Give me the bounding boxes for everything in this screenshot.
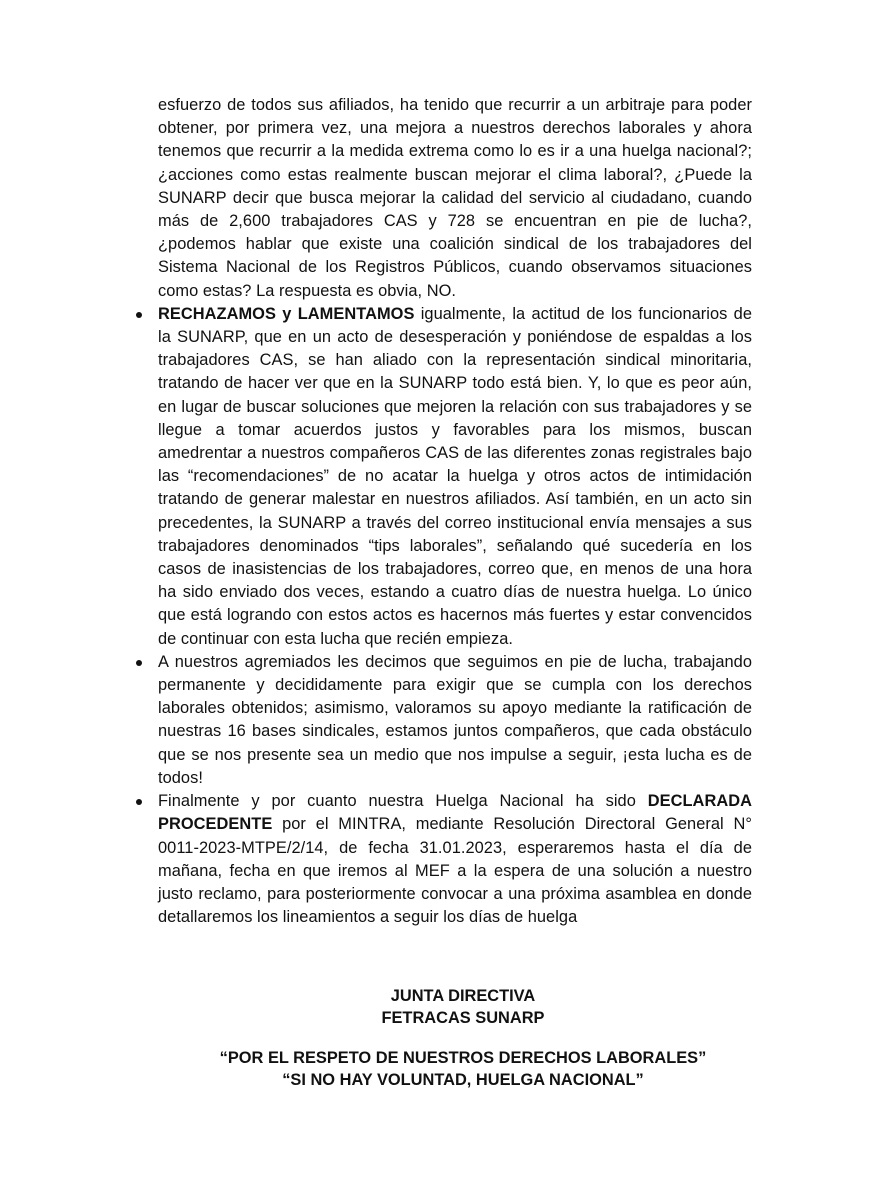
list-item	[158, 651, 752, 790]
paragraph-text: Finalmente y por cuanto nuestra Huelga Nacional ha sido	[158, 792, 648, 811]
paragraph-text: igualmente, la actitud de los funcionarios de la SUNARP, que en un acto de desesperación y poniéndose de espaldas a los trabajadores CAS, se han aliado con la representación sindical minoritaria, tratando de hacer ver que en la SUNARP todo está bien. Y, lo que es peor aún, en lugar de buscar soluciones que mejoren la relación con sus trabajadores y se llegue a tomar acuerdos justos y favorables para los mismos, buscan amedrentar a nuestros compañeros CAS de las diferentes zonas registrales bajo las “recomendaciones” de no acatar la huelga y otros actos de intimidación tratando de generar malestar en nuestros afiliados. Así también, en un acto sin precedentes, la SUNARP a través del correo institucional envía mensajes a sus trabajadores denominados “tips laborales”, señalando qué sucedería en los casos de inasistencias de los trabajadores, correo que, en menos de una hora ha sido enviado dos veces, estando a cuatro días de nuestra huelga. Lo único que está logrando con estos actos es hacernos más fuertes y estar convencidos de continuar con esta lucha que recién empieza.	[158, 304, 752, 648]
intro-paragraph: esfuerzo de todos sus afiliados, ha tenido que recurrir a un arbitraje para poder obtener, por primera vez, una mejora a nuestros derechos laborales y ahora tenemos que recurrir a la medida extrema como lo es ir a una huelga nacional?; ¿acciones como estas realmente buscan mejorar el clima laboral?, ¿Puede la SUNARP decir que busca mejorar la calidad del servicio al ciudadano, cuando más de 2,600 trabajadores CAS y 728 se encuentran en pie de lucha?, ¿podemos hablar que existe una coalición sindical de los trabajadores del Sistema Nacional de los Registros Públicos, cuando observamos situaciones como estas? La respuesta es obvia, NO.	[158, 96, 752, 300]
paragraph-text: por el MINTRA, mediante Resolución Directoral General N° 0011-2023-MTPE/2/14, de fecha 31.01.2023, esperaremos hasta el día de mañana, fecha en que iremos al MEF a la espera de una solución a nuestro justo reclamo, para posteriormente convocar a una próxima asamblea en donde detallaremos los lineamientos a seguir los días de huelga	[158, 815, 752, 927]
signature-block	[0, 985, 876, 1029]
bullet-icon	[136, 799, 142, 805]
bullet-list	[158, 303, 752, 929]
bold-text: RECHAZAMOS y LAMENTAMOS	[158, 304, 415, 323]
document-body	[158, 94, 752, 929]
slogan-block	[0, 1047, 876, 1091]
paragraph-text: A nuestros agremiados les decimos que seguimos en pie de lucha, trabajando permanente y decididamente para exigir que se cumpla con los derechos laborales obtenidos; asimismo, valoramos su apoyo mediante la ratificación de nuestras 16 bases sindicales, estamos juntos compañeros, que cada obstáculo que se nos presente sea un medio que nos impulse a seguir, ¡esta lucha es de todos!	[158, 652, 752, 787]
signature-line: JUNTA DIRECTIVA	[390, 987, 536, 1005]
signature-line: FETRACAS SUNARP	[381, 1009, 545, 1027]
bullet-icon	[136, 312, 142, 318]
slogan-line: “POR EL RESPETO DE NUESTROS DERECHOS LABORALES”	[219, 1049, 707, 1067]
list-item	[158, 303, 752, 651]
bullet-icon	[136, 660, 142, 666]
bold-text: DECLARADA PROCEDENTE	[158, 792, 752, 834]
slogan-line: “SI NO HAY VOLUNTAD, HUELGA NACIONAL”	[282, 1071, 644, 1089]
list-item	[158, 790, 752, 929]
